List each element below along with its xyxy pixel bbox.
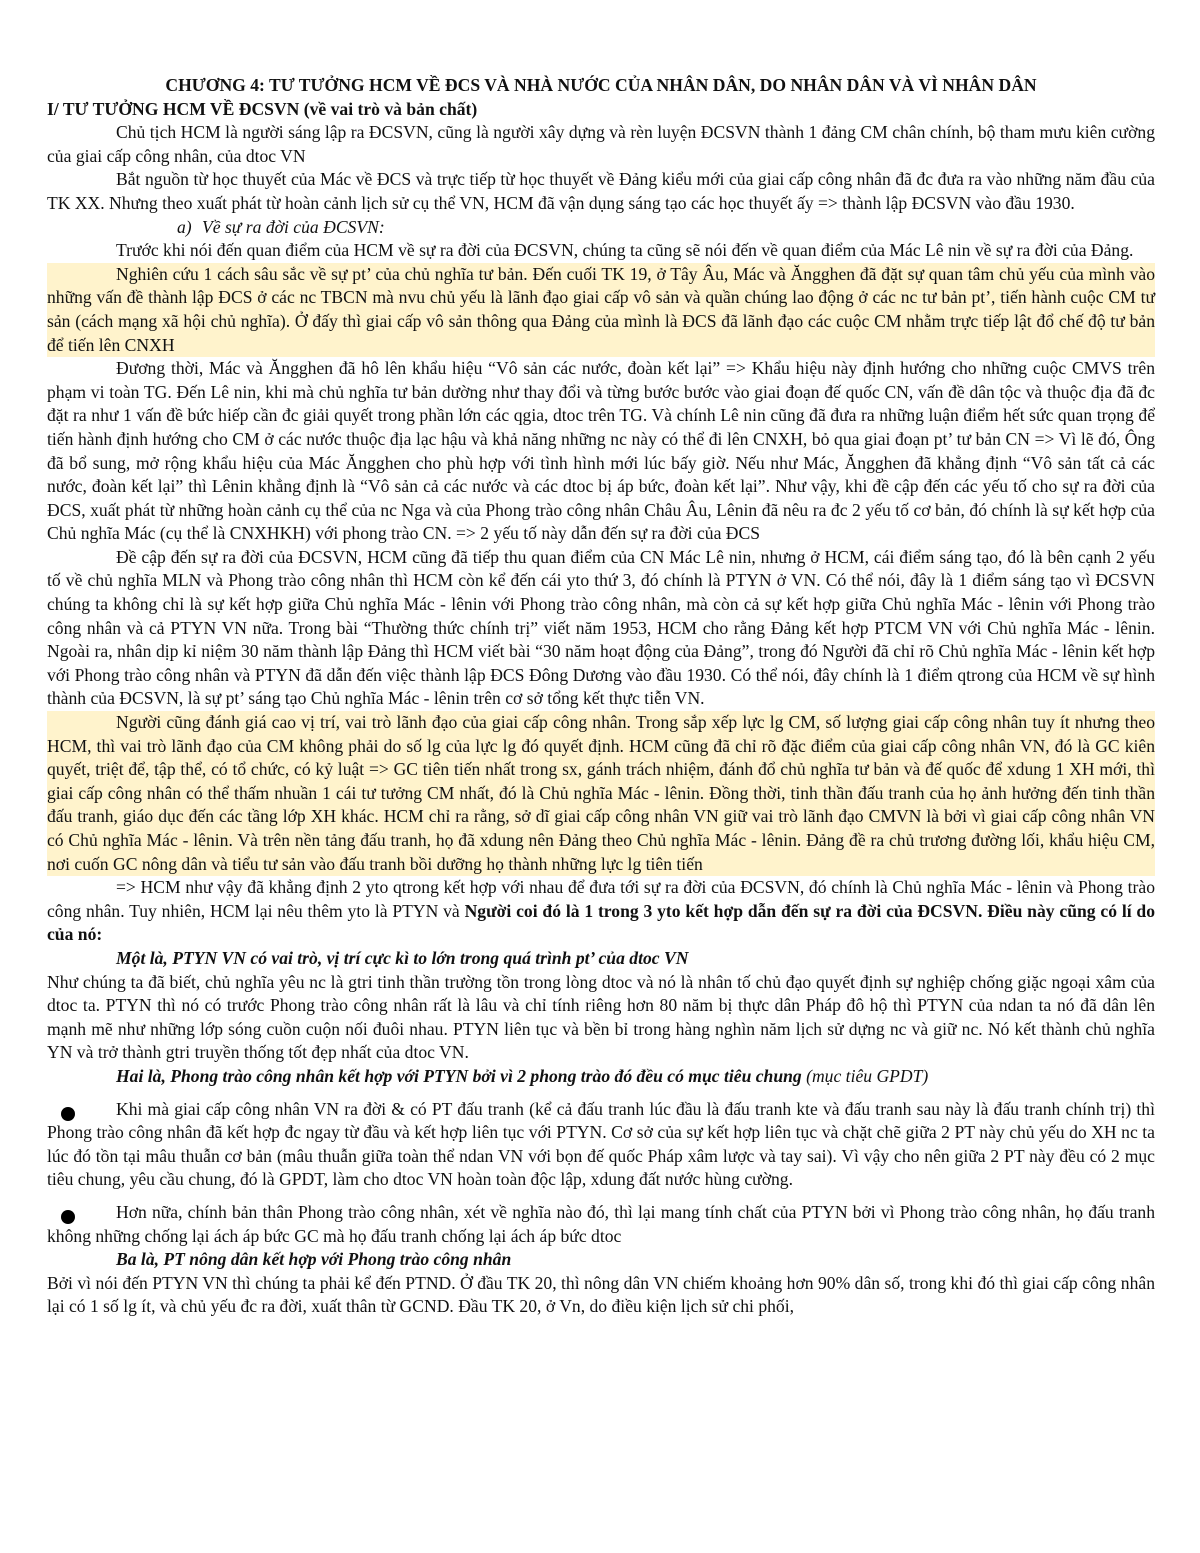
- paragraph-6: Đề cập đến sự ra đời của ĐCSVN, HCM cũng đã tiếp thu quan điểm của CN Mác Lê nin, nhưng ở HCM, cái điểm sáng tạo, đó là bên cạnh 2 yếu tố về chủ nghĩa MLN và Phong trào công nhân thì HCM còn kể đến cái yto thứ 3, đó chính là PTYN ở VN. Có thể nói, đây là 1 điểm sáng tạo vì ĐCSVN chúng ta không chỉ là sự kết hợp giữa Chủ nghĩa Mác - lênin với Phong trào công nhân, mà còn cả sự kết hợp giữa Chủ nghĩa Mác - lênin với Phong trào công nhân và cả PTYN VN nữa. Trong bài “Thường thức chính trị” viết năm 1953, HCM cho rằng Đảng kết hợp PTCM VN với Chủ nghĩa Mác - lênin. Ngoài ra, nhân dịp kỉ niệm 30 năm thành lập Đảng thì HCM viết bài “30 năm hoạt động của Đảng”, trong đó Người đã chỉ rõ Chủ nghĩa Mác - lênin kết hợp với Phong trào công nhân và PTYN đã dẫn đến việc thành lập ĐCS Đông Dương vào đầu 1930. Có thể nói, đây chính là 1 điểm qtrong của HCM về sự hình thành của ĐCSVN, là sự pt’ sáng tạo Chủ nghĩa Mác - lênin trên cơ sở tổng kết thực tiễn VN.: [47, 546, 1155, 709]
- paragraph-10: Bởi vì nói đến PTYN VN thì chúng ta phải kể đến PTND. Ở đầu TK 20, thì nông dân VN chiếm khoảng hơn 90% dân số, trong khi đó thì giai cấp công nhân lại có 1 số lg ít, và chủ yếu đc ra đời, xuất thân từ GCND. Đầu TK 20, ở Vn, do điều kiện lịch sử chi phối,: [47, 1272, 1155, 1317]
- point-2-title: [47, 1065, 1155, 1089]
- paragraph-8-text: => HCM như vậy đã khẳng định 2 yto qtrong kết hợp với nhau để đưa tới sự ra đời của ĐCSVN, đó chính là Chủ nghĩa Mác - lênin và Phong trào công nhân. Tuy nhiên, HCM lại nêu thêm yto là PTYN và: [47, 877, 1155, 921]
- point-3-title: Ba là, PT nông dân kết hợp với Phong trào công nhân: [116, 1249, 512, 1270]
- point-2-title-text: Hai là, Phong trào công nhân kết hợp với PTYN bởi vì 2 phong trào đó đều có mục tiêu chung: [116, 1065, 802, 1086]
- chapter-title: CHƯƠNG 4: TƯ TƯỞNG HCM VỀ ĐCS VÀ NHÀ NƯỚC CỦA NHÂN DÂN, DO NHÂN DÂN VÀ VÌ NHÂN DÂN: [165, 75, 1037, 95]
- point-1-title: Một là, PTYN VN có vai trò, vị trí cực kì to lớn trong quá trình pt’ của dtoc VN: [116, 947, 689, 968]
- paragraph-1: Chủ tịch HCM là người sáng lập ra ĐCSVN, cũng là người xây dựng và rèn luyện ĐCSVN thành 1 đảng CM chân chính, bộ tham mưu kiên cường của giai cấp công nhân, của dtoc VN: [47, 122, 1155, 166]
- subsection-a-marker: a): [177, 216, 192, 237]
- paragraph-8: [47, 876, 1155, 947]
- bullet-dot-icon: [61, 1210, 75, 1224]
- bullet-1-text: Khi mà giai cấp công nhân VN ra đời & có PT đấu tranh (kể cả đấu tranh lúc đầu là đấu tranh kte và đấu tranh sau này là đấu tranh chính trị) thì Phong trào công nhân đã kết hợp đc ngay từ đầu và kết hợp liên tục với PTYN. Cơ sở của sự kết hợp liên tục và chặt chẽ giữa 2 PT này chủ yếu do XH nc ta lúc đó tồn tại mâu thuẫn cơ bản (mâu thuẫn giữa toàn thể ndan VN với bọn đế quốc Pháp xâm lược và tay sai). Vì vậy cho nên giữa 2 PT này đều có 2 mục tiêu chung, yêu cầu chung, đó là GPDT, làm cho dtoc VN hoàn toàn độc lập, xdung đất nước hùng cường.: [47, 1098, 1155, 1190]
- paragraph-4-highlighted: Nghiên cứu 1 cách sâu sắc về sự pt’ của chủ nghĩa tư bản. Đến cuối TK 19, ở Tây Âu, Mác và Ăngghen đã đặt sự quan tâm chủ yếu của mình vào những vấn đề thành lập ĐCS ở các nc TBCN mà nvu chủ yếu là lãnh đạo giai cấp vô sản và quần chúng lao động ở các nc tư bản pt’, tiến hành cuộc CM tư sản (cách mạng xã hội chủ nghĩa). Ở đấy thì giai cấp vô sản thông qua Đảng của mình là ĐCS đã lãnh đạo các cuộc CM nhằm trực tiếp lật đổ chế độ tư bản để tiến lên CNXH: [47, 263, 1155, 357]
- bullet-item-1: [47, 1098, 1155, 1192]
- paragraph-7-highlighted: Người cũng đánh giá cao vị trí, vai trò lãnh đạo của giai cấp công nhân. Trong sắp xếp lực lg CM, số lượng giai cấp công nhân tuy ít nhưng theo HCM, thì vai trò lãnh đạo của CM không phải do số lg của lực lg đó quyết định. HCM cũng đã chỉ rõ đặc điểm của giai cấp công nhân VN, đó là GC kiên quyết, triệt để, tập thể, có tổ chức, có kỷ luật => GC tiên tiến nhất trong sx, gánh trách nhiệm, đánh đổ chủ nghĩa tư bản và đế quốc để xdung 1 XH mới, thì giai cấp công nhân có thể thấm nhuần 1 cái tư tưởng CM nhất, đó là Chủ nghĩa Mác - lênin. Đồng thời, tinh thần đấu tranh của họ ảnh hưởng đến tinh thần đấu tranh, giáo dục đến các tầng lớp XH khác. HCM chỉ ra rằng, sở dĩ giai cấp công nhân VN giữ vai trò lãnh đạo CMVN là bởi vì giai cấp công nhân VN có Chủ nghĩa Mác - lênin. Và trên nền tảng đấu tranh, họ đã xdung nên Đảng theo Chủ nghĩa Mác - lênin. Đảng đề ra chủ trương đường lối, khẩu hiệu CM, nơi cuốn GC nông dân và tiểu tư sản vào đấu tranh bồi dưỡng họ thành những lực lg tiên tiến: [47, 711, 1155, 876]
- paragraph-3: Trước khi nói đến quan điểm của HCM về sự ra đời của ĐCSVN, chúng ta cũng sẽ nói đến về quan điểm của Mác Lê nin về sự ra đời của Đảng.: [116, 240, 1134, 261]
- subsection-a-title: Về sự ra đời của ĐCSVN:: [202, 216, 385, 237]
- paragraph-8-bold: Người coi đó là 1 trong 3 yto kết hợp dẫn đến sự ra đời của ĐCSVN. Điều này cũng có lí do của nó:: [47, 900, 1155, 945]
- paragraph-2: Bắt nguồn từ học thuyết của Mác về ĐCS và trực tiếp từ học thuyết về Đảng kiểu mới của giai cấp công nhân đã đc đưa ra vào những năm đầu của TK XX. Nhưng theo xuất phát từ hoàn cảnh lịch sử cụ thể VN, HCM đã vận dụng sáng tạo các học thuyết ấy => thành lập ĐCSVN vào đầu 1930.: [47, 169, 1155, 213]
- bullet-item-2: [47, 1201, 1155, 1248]
- paragraph-9: Như chúng ta đã biết, chủ nghĩa yêu nc là gtri tinh thần trường tồn trong lòng dtoc và nó là nhân tố chủ đạo quyết định sự nghiệp chống giặc ngoại xâm của dtoc ta. PTYN thì nó có trước Phong trào công nhân rất là lâu và chỉ tính riêng hơn 80 năm bị thực dân Pháp đô hộ thì PTYN của ndan ta nó đã dân lên mạnh mẽ như những lớp sóng cuồn cuộn nối đuôi nhau. PTYN liên tục và bền bỉ trong hàng nghìn năm lịch sử dựng nc và giữ nc. Nó kết thành chủ nghĩa YN và trở thành gtri truyền thống tốt đẹp nhất của dtoc VN.: [47, 971, 1155, 1063]
- point-2-note: (mục tiêu GPDT): [801, 1065, 929, 1086]
- bullet-2-text: Hơn nữa, chính bản thân Phong trào công nhân, xét về nghĩa nào đó, thì lại mang tính chất của PTYN bởi vì Phong trào công nhân, họ đấu tranh không những chống lại ách áp bức GC mà họ đấu tranh chống lại ách áp bức dtoc: [47, 1201, 1155, 1246]
- section-title: I/ TƯ TƯỞNG HCM VỀ ĐCSVN (về vai trò và bản chất): [47, 98, 478, 119]
- subsection-a-heading: [47, 216, 1155, 240]
- bullet-dot-icon: [61, 1107, 75, 1121]
- paragraph-5: Đương thời, Mác và Ăngghen đã hô lên khẩu hiệu “Vô sản các nước, đoàn kết lại” => Khẩu hiệu này định hướng cho những cuộc CMVS trên phạm vi toàn TG. Đến Lê nin, khi mà chủ nghĩa tư bản dường như thay đổi và từng bước bước vào giai đoạn đế quốc CN, vấn đề dân tộc và thuộc địa đã đc đặt ra như 1 vấn đề bức hiếp cần đc giải quyết trong phần lớn các qgia, dtoc trên TG. Và chính Lê nin cũng đã đưa ra những luận điểm hết sức quan trọng để tiến hành định hướng cho CM ở các nước thuộc địa lạc hậu và khả năng những nc này có thể đi lên CNXH, bỏ qua giai đoạn pt’ tư bản CN => Vì lẽ đó, Ông đã bổ sung, mở rộng khẩu hiệu của Mác Ăngghen cho phù hợp với tình hình mới lúc bấy giờ. Nếu như Mác, Ăngghen đã khẳng định “Vô sản tất cả các nước, đoàn kết lại” thì Lênin khẳng định là “Vô sản cả các nước và các dtoc bị áp bức, đoàn kết lại”. Như vậy, khi đề cập đến các yếu tố cho sự ra đời của ĐCS, xuất phát từ những hoàn cảnh cụ thể của nc Nga và của Phong trào công nhân Châu Âu, Lênin đã nêu ra đc 2 yếu tố cơ bản, đó chính là sự kết hợp của Chủ nghĩa Mác (cụ thể là CNXHKH) với phong trào CN. => 2 yếu tố này dẫn đến sự ra đời của ĐCS: [47, 358, 1155, 544]
